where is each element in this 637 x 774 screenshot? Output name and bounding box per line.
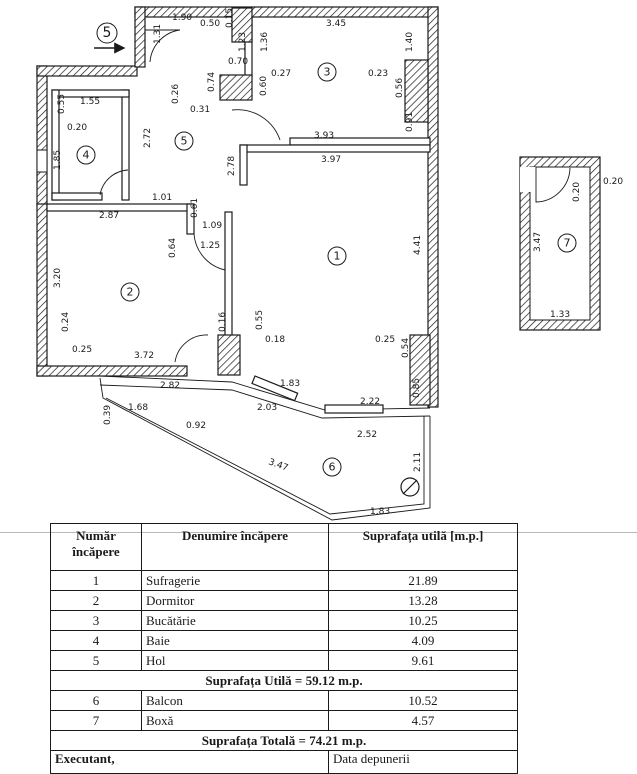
svg-text:2.03: 2.03 bbox=[257, 403, 278, 413]
svg-text:1.09: 1.09 bbox=[202, 221, 223, 231]
svg-text:1.85: 1.85 bbox=[53, 149, 63, 170]
row-area: 4.09 bbox=[329, 631, 518, 651]
svg-text:0.25: 0.25 bbox=[72, 345, 93, 355]
svg-text:4: 4 bbox=[82, 148, 90, 162]
table-row bbox=[51, 611, 518, 631]
svg-text:1.68: 1.68 bbox=[128, 403, 149, 413]
header-number: Număr încăpere bbox=[51, 524, 142, 571]
room-area-table bbox=[50, 523, 518, 774]
svg-text:4.41: 4.41 bbox=[413, 234, 423, 255]
svg-text:0.56: 0.56 bbox=[395, 77, 405, 98]
svg-text:5: 5 bbox=[180, 134, 188, 148]
room-labels bbox=[77, 63, 576, 476]
table-row bbox=[51, 571, 518, 591]
svg-text:0.55: 0.55 bbox=[57, 93, 67, 114]
svg-text:0.26: 0.26 bbox=[171, 83, 181, 104]
table-row bbox=[51, 711, 518, 731]
row-area: 21.89 bbox=[329, 571, 518, 591]
svg-text:2.52: 2.52 bbox=[357, 430, 378, 440]
row-name: Sufragerie bbox=[142, 571, 329, 591]
svg-text:1.25: 1.25 bbox=[200, 241, 221, 251]
svg-text:2.78: 2.78 bbox=[227, 155, 237, 176]
subtotal-text: Suprafața Utilă = 59.12 m.p. bbox=[51, 671, 518, 691]
total-text: Suprafața Totală = 74.21 m.p. bbox=[51, 731, 518, 751]
svg-text:1.31: 1.31 bbox=[153, 23, 163, 44]
balcony-outline bbox=[100, 376, 430, 520]
room-3-label bbox=[318, 63, 336, 81]
svg-text:2.22: 2.22 bbox=[360, 397, 381, 407]
svg-text:0.20: 0.20 bbox=[67, 123, 88, 133]
svg-text:3.20: 3.20 bbox=[53, 267, 63, 288]
svg-text:3: 3 bbox=[323, 65, 331, 79]
room-5-label bbox=[175, 132, 193, 150]
svg-text:0.60: 0.60 bbox=[259, 75, 269, 96]
svg-text:0.18: 0.18 bbox=[265, 335, 286, 345]
entrance-marker bbox=[94, 23, 124, 48]
svg-text:0.64: 0.64 bbox=[168, 237, 178, 258]
svg-text:3.97: 3.97 bbox=[321, 155, 342, 165]
svg-text:1.83: 1.83 bbox=[370, 507, 391, 517]
svg-text:5: 5 bbox=[102, 25, 112, 41]
room-1-label bbox=[328, 247, 346, 265]
svg-text:3.45: 3.45 bbox=[326, 19, 347, 29]
svg-text:1.36: 1.36 bbox=[260, 31, 270, 52]
svg-text:3.93: 3.93 bbox=[314, 131, 335, 141]
table-row bbox=[51, 591, 518, 611]
svg-text:1.90: 1.90 bbox=[172, 13, 193, 23]
svg-text:2: 2 bbox=[126, 285, 134, 299]
svg-text:1: 1 bbox=[333, 249, 341, 263]
room-7-label bbox=[558, 234, 576, 252]
row-name: Balcon bbox=[142, 691, 329, 711]
svg-text:0.16: 0.16 bbox=[218, 311, 228, 332]
subtotal-row bbox=[51, 671, 518, 691]
row-area: 4.57 bbox=[329, 711, 518, 731]
footer-date: Data depunerii bbox=[329, 751, 518, 774]
row-number: 5 bbox=[51, 651, 142, 671]
svg-text:3.47: 3.47 bbox=[266, 457, 290, 474]
row-name: Bucătărie bbox=[142, 611, 329, 631]
header-area: Suprafața utilă [m.p.] bbox=[329, 524, 518, 571]
svg-text:0.15: 0.15 bbox=[225, 7, 235, 28]
row-area: 13.28 bbox=[329, 591, 518, 611]
svg-text:0.25: 0.25 bbox=[375, 335, 396, 345]
svg-text:2.11: 2.11 bbox=[413, 451, 423, 472]
svg-text:0.20: 0.20 bbox=[572, 181, 582, 202]
row-number: 6 bbox=[51, 691, 142, 711]
svg-text:0.27: 0.27 bbox=[271, 69, 292, 79]
row-number: 7 bbox=[51, 711, 142, 731]
svg-text:2.87: 2.87 bbox=[99, 211, 120, 221]
svg-text:0.24: 0.24 bbox=[61, 311, 71, 332]
footer-row bbox=[51, 751, 518, 774]
svg-text:0.61: 0.61 bbox=[190, 197, 200, 218]
svg-text:0.55: 0.55 bbox=[255, 309, 265, 330]
room-2-label bbox=[121, 283, 139, 301]
svg-text:2.72: 2.72 bbox=[143, 127, 153, 148]
room-6-label bbox=[323, 458, 341, 476]
svg-text:6: 6 bbox=[328, 460, 336, 474]
svg-text:1.23: 1.23 bbox=[238, 31, 248, 52]
svg-text:0.91: 0.91 bbox=[405, 111, 415, 132]
row-number: 3 bbox=[51, 611, 142, 631]
svg-text:1.83: 1.83 bbox=[280, 379, 301, 389]
svg-text:0.23: 0.23 bbox=[368, 69, 389, 79]
total-row bbox=[51, 731, 518, 751]
table-row bbox=[51, 651, 518, 671]
table-row bbox=[51, 631, 518, 651]
svg-text:0.39: 0.39 bbox=[103, 404, 113, 425]
row-name: Dormitor bbox=[142, 591, 329, 611]
row-area: 10.25 bbox=[329, 611, 518, 631]
svg-text:0.31: 0.31 bbox=[190, 105, 211, 115]
svg-text:3.47: 3.47 bbox=[533, 231, 543, 252]
svg-text:0.74: 0.74 bbox=[207, 71, 217, 92]
svg-text:0.70: 0.70 bbox=[228, 57, 249, 67]
row-number: 1 bbox=[51, 571, 142, 591]
svg-text:0.85: 0.85 bbox=[412, 377, 422, 398]
table-row bbox=[51, 691, 518, 711]
row-number: 2 bbox=[51, 591, 142, 611]
row-area: 9.61 bbox=[329, 651, 518, 671]
svg-text:2.82: 2.82 bbox=[160, 381, 181, 391]
svg-text:1.33: 1.33 bbox=[550, 310, 571, 320]
header-name: Denumire încăpere bbox=[142, 524, 329, 571]
row-number: 4 bbox=[51, 631, 142, 651]
svg-text:3.72: 3.72 bbox=[134, 351, 155, 361]
row-name: Boxă bbox=[142, 711, 329, 731]
table-header-row bbox=[51, 524, 518, 571]
footer-executant: Executant, bbox=[51, 751, 329, 774]
svg-text:7: 7 bbox=[563, 236, 571, 250]
svg-text:0.50: 0.50 bbox=[200, 19, 221, 29]
svg-text:1.55: 1.55 bbox=[80, 97, 101, 107]
svg-text:1.40: 1.40 bbox=[405, 31, 415, 52]
svg-text:0.92: 0.92 bbox=[186, 421, 207, 431]
svg-text:1.01: 1.01 bbox=[152, 193, 173, 203]
svg-text:0.54: 0.54 bbox=[401, 337, 411, 358]
row-area: 10.52 bbox=[329, 691, 518, 711]
room-4-label bbox=[77, 146, 95, 164]
row-name: Hol bbox=[142, 651, 329, 671]
row-name: Baie bbox=[142, 631, 329, 651]
svg-text:0.20: 0.20 bbox=[603, 177, 624, 187]
